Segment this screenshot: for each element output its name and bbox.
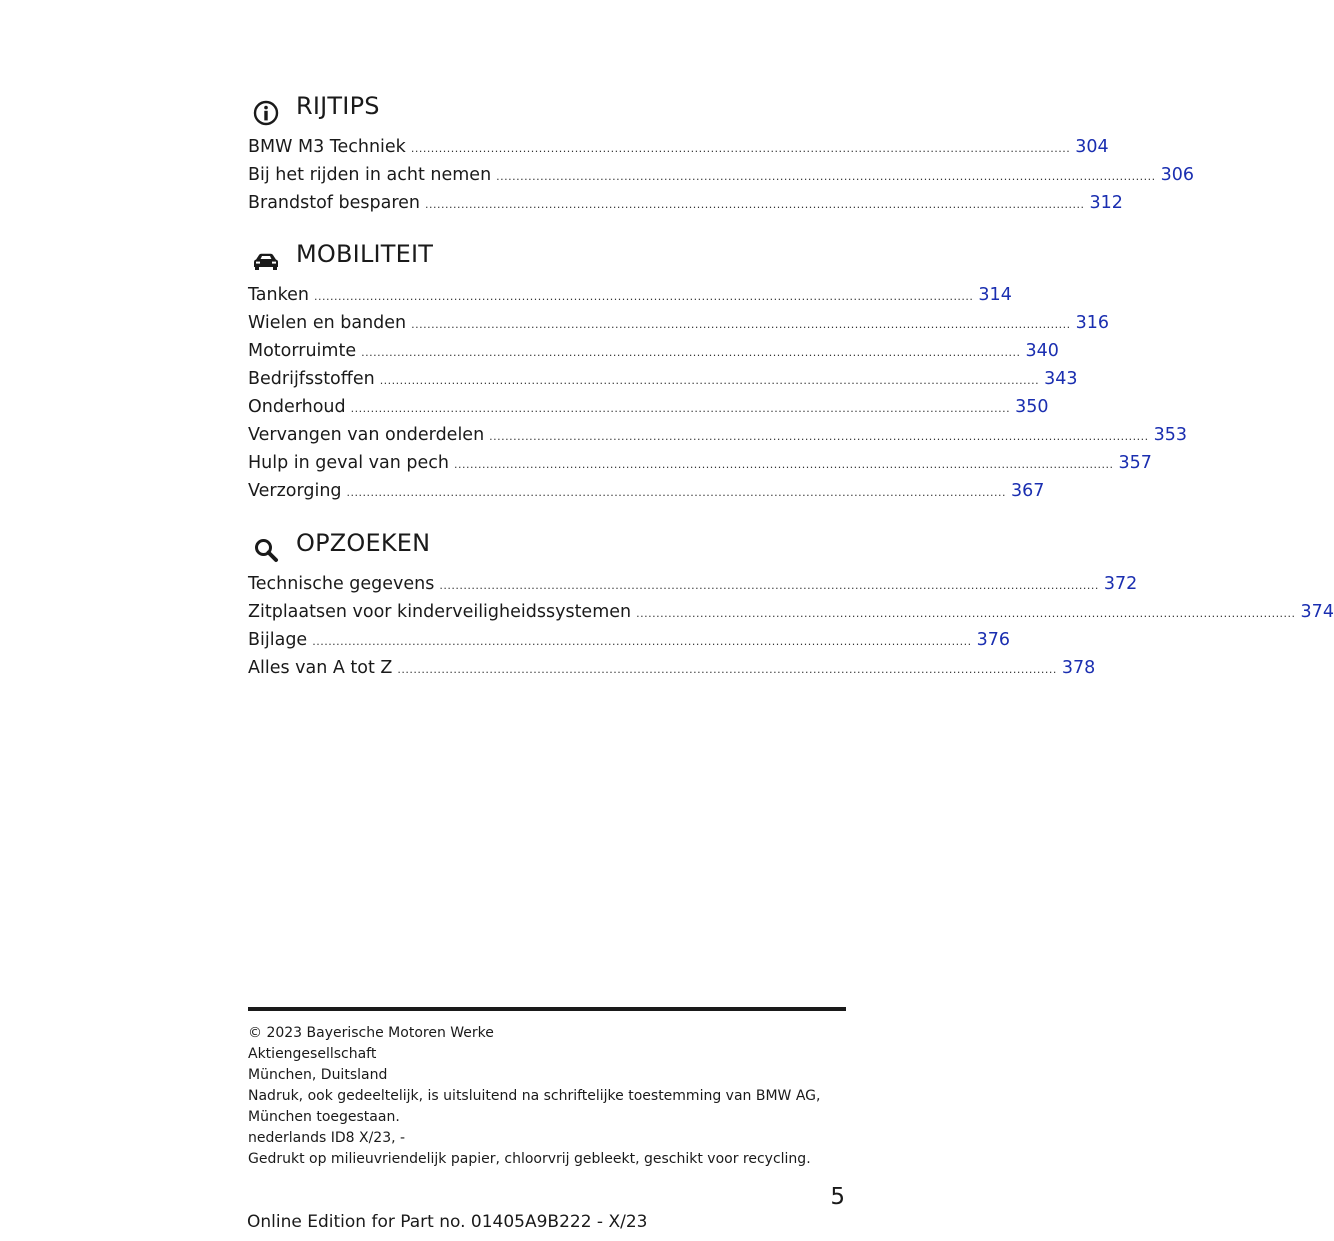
toc-entry[interactable] <box>248 477 1045 505</box>
toc-page-link[interactable]: 314 <box>978 285 1012 305</box>
toc-entry[interactable] <box>248 365 1078 393</box>
imprint-line: München toegestaan. <box>248 1109 400 1125</box>
toc-page-link[interactable]: 350 <box>1015 397 1049 417</box>
toc-entry-label: Alles van A tot Z <box>248 658 393 678</box>
toc-entry-label: Onderhoud <box>248 397 346 417</box>
toc-entry-label: Technische gegevens <box>248 574 435 594</box>
toc-list <box>248 133 1195 217</box>
section-title: OPZOEKEN <box>296 529 431 557</box>
leader-dots: ..................................................................................................................................................................... <box>425 198 1085 211</box>
toc-page-link[interactable]: 343 <box>1044 369 1078 389</box>
section-title: MOBILITEIT <box>296 240 434 268</box>
section-title: RIJTIPS <box>296 92 380 120</box>
toc-entry[interactable] <box>248 570 1138 598</box>
imprint-line: Nadruk, ook gedeeltelijk, is uitsluitend na schriftelijke toestemming van BMW AG, <box>248 1088 821 1104</box>
imprint-line: © 2023 Bayerische Motoren Werke <box>248 1025 494 1041</box>
toc-entry[interactable] <box>248 421 1188 449</box>
toc-entry-label: Tanken <box>248 285 309 305</box>
toc-entry-label: Motorruimte <box>248 341 357 361</box>
leader-dots: ..................................................................................................................................................................... <box>489 430 1149 443</box>
imprint-line: Aktiengesellschaft <box>248 1046 377 1062</box>
leader-dots: ..................................................................................................................................................................... <box>454 458 1114 471</box>
imprint-line: Gedrukt op milieuvriendelijk papier, chloorvrij gebleekt, geschikt voor recycling. <box>248 1151 811 1167</box>
toc-entry-label: Bedrijfsstoffen <box>248 369 375 389</box>
leader-dots: ..................................................................................................................................................................... <box>410 142 1071 155</box>
leader-dots: ..................................................................................................................................................................... <box>379 374 1040 387</box>
toc-entry[interactable] <box>248 189 1123 217</box>
imprint <box>248 1023 846 1170</box>
toc-page-link[interactable]: 372 <box>1103 574 1138 594</box>
leader-dots: ..................................................................................................................................................................... <box>350 402 1011 415</box>
toc-entry[interactable] <box>248 133 1109 161</box>
section-header <box>248 528 846 562</box>
section-header <box>248 91 846 125</box>
toc-page-link[interactable]: 357 <box>1118 453 1152 473</box>
imprint-line: München, Duitsland <box>248 1067 388 1083</box>
toc-page-link[interactable]: 367 <box>1010 481 1045 501</box>
toc-entry[interactable] <box>248 393 1049 421</box>
car-icon <box>252 247 280 275</box>
leader-dots: ..................................................................................................................................................................... <box>411 318 1071 331</box>
section-rijtips <box>248 91 1195 217</box>
toc-page-link[interactable]: 378 <box>1061 658 1096 678</box>
toc-entry-label: Vervangen van onderdelen <box>248 425 485 445</box>
toc-list <box>248 570 1334 682</box>
toc-list <box>248 281 1188 505</box>
toc-page-link[interactable]: 376 <box>976 630 1011 650</box>
leader-dots: ..................................................................................................................................................................... <box>439 579 1099 592</box>
toc-entry[interactable] <box>248 309 1109 337</box>
leader-dots: ..................................................................................................................................................................... <box>313 290 974 303</box>
leader-dots: ..................................................................................................................................................................... <box>397 663 1057 676</box>
search-icon <box>252 536 280 564</box>
leader-dots: ..................................................................................................................................................................... <box>636 607 1296 620</box>
toc-entry[interactable] <box>248 161 1195 189</box>
toc-entry-label: Hulp in geval van pech <box>248 453 450 473</box>
toc-entry-label: Wielen en banden <box>248 313 407 333</box>
toc-entry[interactable] <box>248 626 1011 654</box>
section-mobiliteit <box>248 239 1188 505</box>
toc-page-link[interactable]: 316 <box>1075 313 1109 333</box>
toc-entry-label: Brandstof besparen <box>248 193 421 213</box>
toc-entry[interactable] <box>248 337 1059 365</box>
leader-dots: ..................................................................................................................................................................... <box>346 486 1006 499</box>
section-header <box>248 239 846 273</box>
toc-page-link[interactable]: 306 <box>1160 165 1195 185</box>
toc-entry[interactable] <box>248 281 1012 309</box>
imprint-line: nederlands ID8 X/23, - <box>248 1130 406 1146</box>
toc-page-link[interactable]: 353 <box>1153 425 1188 445</box>
toc-entry[interactable] <box>248 449 1152 477</box>
footer-divider <box>248 1007 846 1011</box>
toc-entry-label: Verzorging <box>248 481 342 501</box>
info-icon <box>252 99 280 127</box>
toc-page-link[interactable]: 312 <box>1089 193 1123 213</box>
toc-page-link[interactable]: 374 <box>1300 602 1334 622</box>
toc-entry-label: Zitplaatsen voor kinderveiligheidssystemen <box>248 602 632 622</box>
section-opzoeken <box>248 528 1334 682</box>
leader-dots: ..................................................................................................................................................................... <box>312 635 972 648</box>
page-number: 5 <box>830 1184 845 1210</box>
toc-entry[interactable] <box>248 598 1334 626</box>
toc-entry-label: Bij het rijden in acht nemen <box>248 165 492 185</box>
toc-page-link[interactable]: 340 <box>1025 341 1059 361</box>
toc-page-link[interactable]: 304 <box>1075 137 1109 157</box>
toc-entry-label: BMW M3 Techniek <box>248 137 406 157</box>
toc-entry-label: Bijlage <box>248 630 308 650</box>
leader-dots: ..................................................................................................................................................................... <box>361 346 1021 359</box>
leader-dots: ..................................................................................................................................................................... <box>496 170 1156 183</box>
toc-entry[interactable] <box>248 654 1096 682</box>
online-edition-note: Online Edition for Part no. 01405A9B222 - X/23 <box>247 1212 648 1232</box>
